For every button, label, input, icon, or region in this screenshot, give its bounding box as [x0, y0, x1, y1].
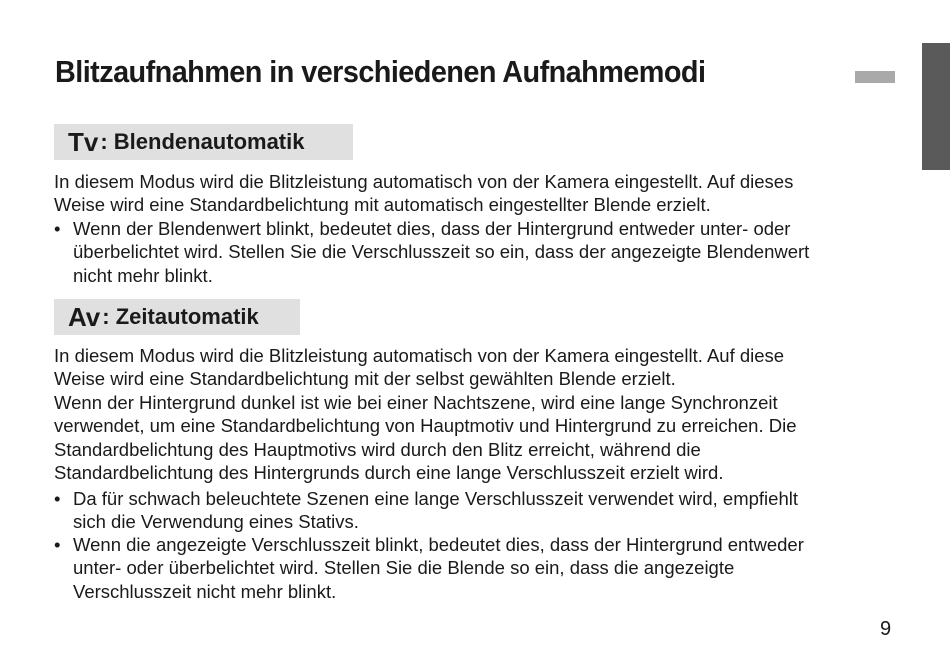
mode-name-av: : Zeitautomatik: [102, 304, 259, 329]
bullet-text: Wenn der Blendenwert blinkt, bedeutet dies, dass der Hintergrund entweder unter- oder überbelichtet wird. Stellen Sie die Verschlusszeit so ein, dass der angezeigte Blendenwert nicht mehr blinkt.: [73, 218, 810, 286]
bullet-dot: •: [54, 218, 61, 239]
chapter-side-tab: [922, 43, 950, 170]
bullet-text: Wenn die angezeigte Verschlusszeit blinkt, bedeutet dies, dass der Hintergrund entweder unter- oder überbelichtet wird. Stellen Sie die Blende so ein, dass die angezeigte Verschlusszeit nicht mehr blinkt.: [73, 534, 804, 602]
paragraph-av: In diesem Modus wird die Blitzleistung automatisch von der Kamera eingestellt. Auf diese Weise wird eine Standardbelichtung mit der selbst gewählten Blende erzielt. Wenn der Hintergrund dunkel ist wie bei einer Nachtszene, wird eine lange Synchronzeit verwendet, um eine Standardbelichtung von Hauptmotiv und Hintergrund zu erreichen. Die Standardbelichtung des Hauptmotivs wird durch den Blitz erreicht, während die Standardbelichtung des Hintergrunds durch eine lange Verschlusszeit erzielt wird.: [54, 345, 797, 484]
page-title: Blitzaufnahmen in verschiedenen Aufnahmemodi: [55, 54, 706, 89]
mode-name-tv: : Blendenautomatik: [100, 129, 305, 154]
bullet-item-tv-1: [54, 217, 904, 287]
bullet-text: Da für schwach beleuchtete Szenen eine lange Verschlusszeit verwendet wird, empfiehlt sich die Verwendung eines Stativs.: [73, 488, 798, 533]
bullet-item-av-2: [54, 533, 904, 603]
bullet-dot: •: [54, 488, 61, 509]
title-rule: [855, 71, 895, 83]
page-number: 9: [880, 618, 892, 640]
section-heading-tv: [54, 124, 353, 160]
paragraph-tv: In diesem Modus wird die Blitzleistung automatisch von der Kamera eingestellt. Auf dieses Weise wird eine Standardbelichtung mit automatisch eingestellter Blende erzielt.: [54, 171, 794, 216]
bullet-dot: •: [54, 534, 61, 555]
mode-abbr-av: Av: [68, 301, 101, 332]
mode-abbr-tv: Tv: [68, 126, 99, 157]
bullet-item-av-1: [54, 487, 904, 534]
section-heading-av: [54, 299, 300, 335]
